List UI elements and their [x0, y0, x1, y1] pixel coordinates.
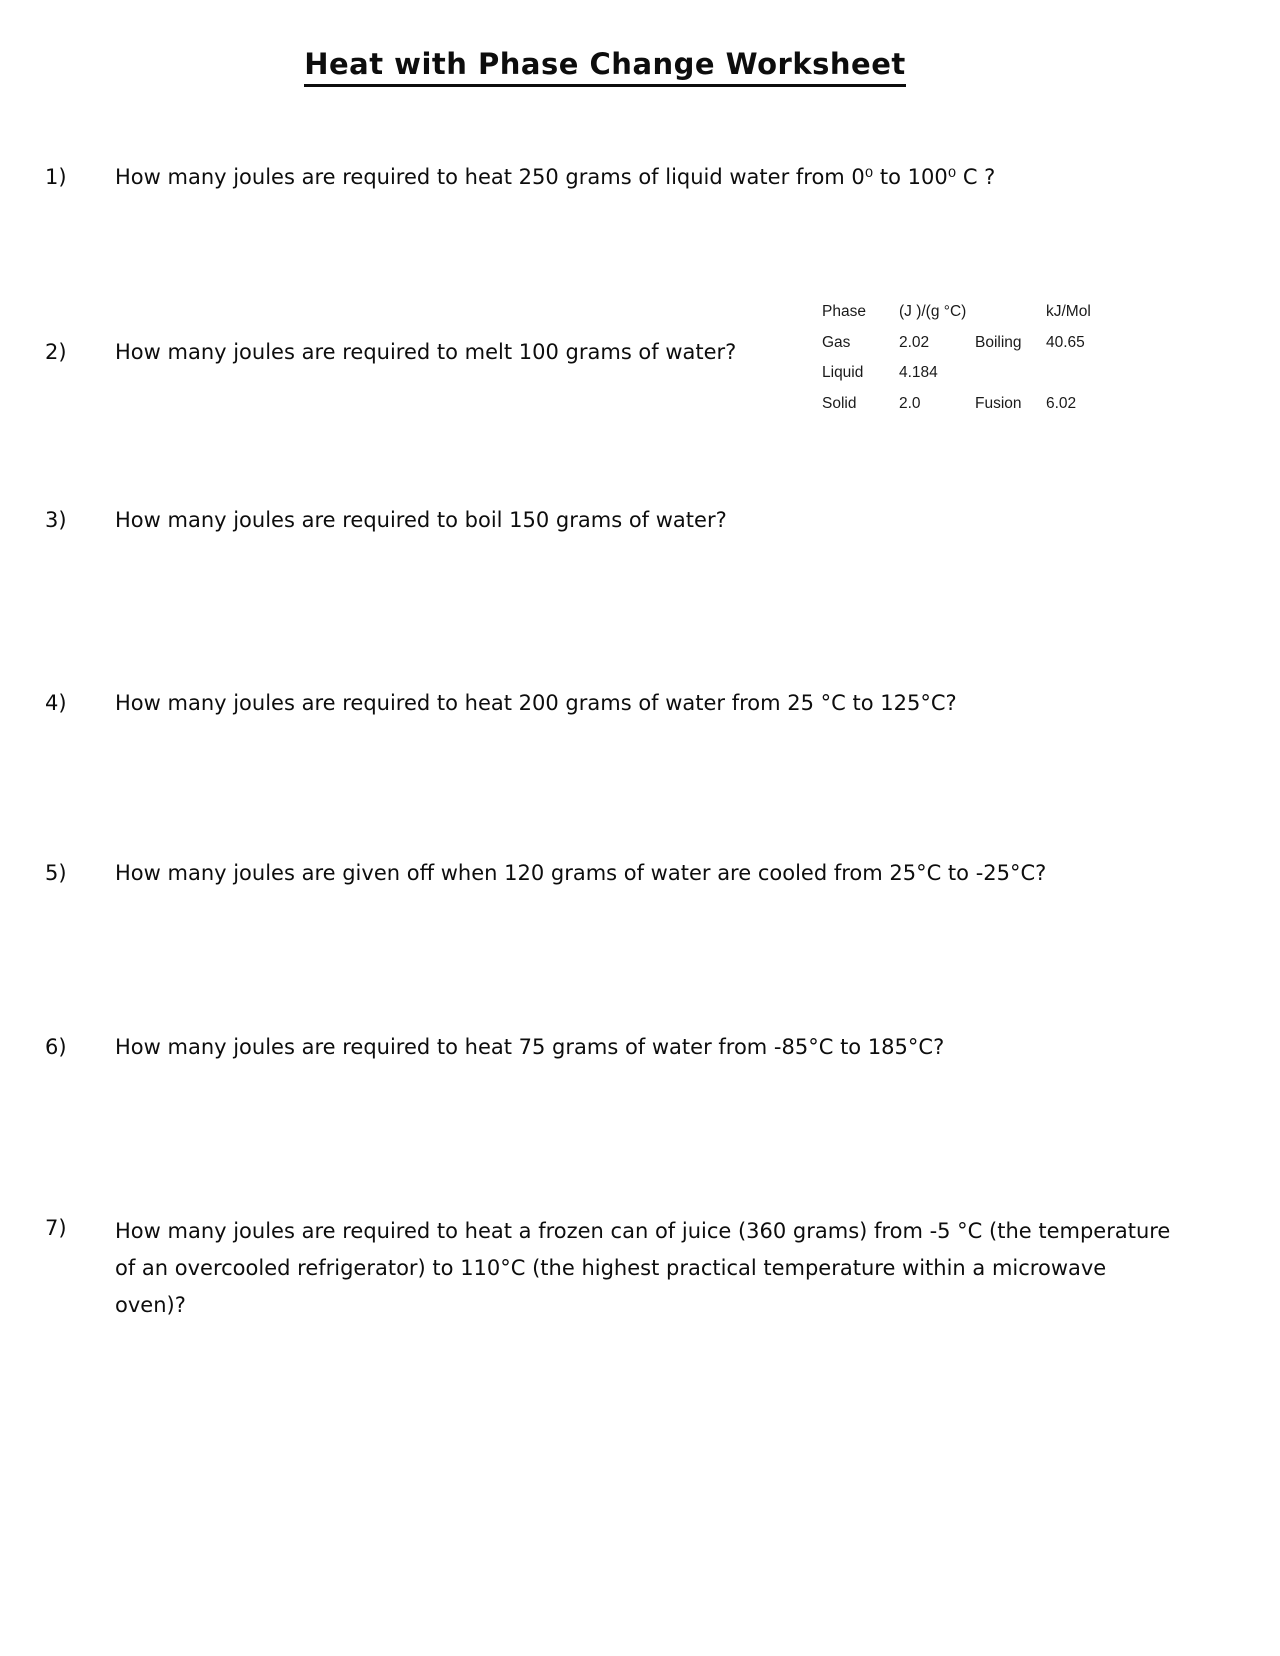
question-4-number: 4)	[45, 691, 67, 715]
page-title	[0, 44, 1210, 87]
question-1-text: How many joules are required to heat 250 grams of liquid water from 0⁰ to 100⁰ C ?	[115, 165, 996, 189]
question-2-text: How many joules are required to melt 100 grams of water?	[115, 340, 737, 364]
table-row-liquid-phase: Liquid	[822, 364, 864, 381]
question-6-number: 6)	[45, 1035, 67, 1059]
question-6-text: How many joules are required to heat 75 grams of water from -85°C to 185°C?	[115, 1035, 945, 1059]
table-row-gas-phase: Gas	[822, 333, 851, 351]
table-row-liquid-amount	[1046, 364, 1116, 395]
question-4-text: How many joules are required to heat 200 grams of water from 25 °C to 125°C?	[115, 691, 957, 715]
table-row-gas-process: Boiling	[975, 333, 1022, 351]
question-2-number: 2)	[45, 340, 67, 364]
question-7-number: 7)	[45, 1216, 67, 1240]
page-title-text: Heat with Phase Change Worksheet	[304, 47, 906, 87]
question-3-number: 3)	[45, 508, 67, 532]
table-row-liquid-value: 4.184	[899, 364, 938, 381]
question-1-number: 1)	[45, 165, 67, 189]
question-7-text: How many joules are required to heat a frozen can of juice (360 grams) from -5 °C (the temperature of an overcooled refrigerator) to 110°C (the highest practical temperature within a microwave oven)?	[115, 1219, 1171, 1317]
table-row-solid-amount: 6.02	[1046, 394, 1077, 412]
table-row-solid-phase: Solid	[822, 394, 857, 412]
table-header-phase: Phase	[822, 303, 866, 320]
question-3-text: How many joules are required to boil 150 grams of water?	[115, 508, 727, 532]
table-header-units: (J )/(g °C)	[899, 303, 967, 320]
question-5-number: 5)	[45, 861, 67, 885]
question-5-text: How many joules are given off when 120 grams of water are cooled from 25°C to -25°C?	[115, 861, 1047, 885]
reference-table	[822, 303, 1116, 425]
table-row-solid-value: 2.0	[899, 394, 921, 412]
table-row-liquid-process	[975, 364, 1046, 395]
table-header-kj-mol: kJ/Mol	[1046, 303, 1091, 320]
table-row-gas-amount: 40.65	[1046, 333, 1085, 351]
table-row-gas-value: 2.02	[899, 333, 930, 351]
table-row-solid-process: Fusion	[975, 394, 1022, 412]
